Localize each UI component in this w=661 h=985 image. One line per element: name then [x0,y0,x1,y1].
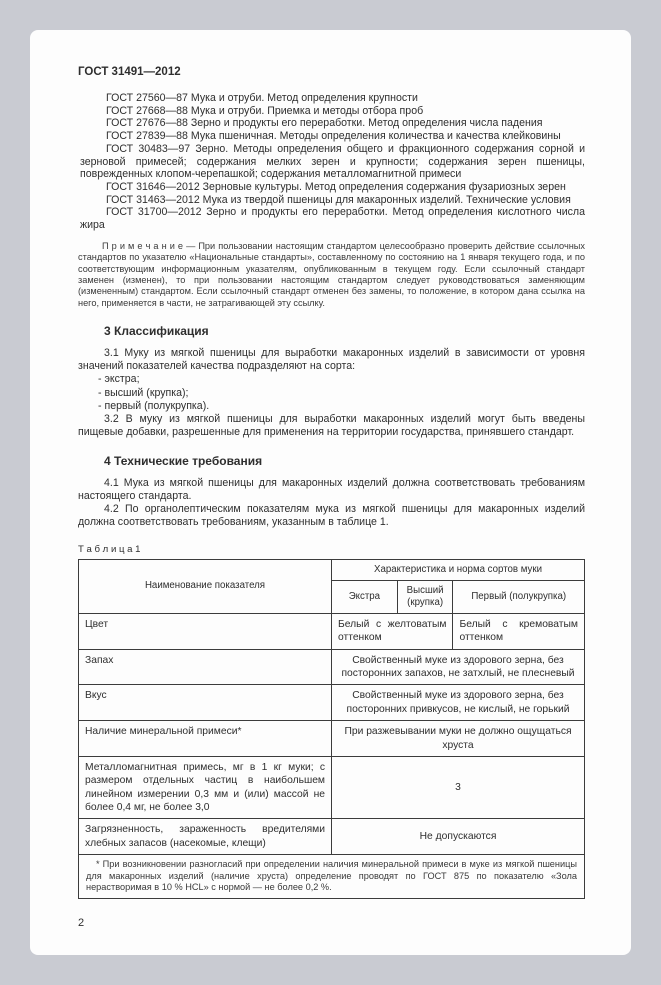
row-mineral-value: При разжевывании муки не должно ощущаться хруста [332,721,585,757]
reference-item: ГОСТ 31463—2012 Мука из твердой пшеницы для макаронных изделий. Технические условия [106,193,571,206]
table-row [79,721,585,757]
reference-item: ГОСТ 31700—2012 Зерно и продукты его переработки. Метод определения кислотного числа жира [80,206,585,232]
references-list [80,92,585,232]
row-contamination-value: Не допускаются [332,819,585,855]
page-number: 2 [78,916,85,929]
column-group-header: Характеристика и норма сортов муки [332,559,585,580]
table-header-row [79,559,585,580]
row-color-extra-higher: Белый с желтоватым оттенком [332,613,453,649]
table-row [79,819,585,855]
reference-item: ГОСТ 27676—88 Зерно и продукты его переработки. Метод определения числа падения [106,117,543,130]
column-header-higher: Высший (крупка) [397,580,453,613]
paragraph-4-2: 4.2 По органолептическим показателям мука из мягкой пшеницы для макаронных изделий должна соответствовать требованиям, указанным в таблице 1. [78,503,585,529]
row-color-first: Белый с кремоватым оттенком [453,613,585,649]
table-row [79,649,585,685]
table-1 [78,559,585,899]
table-caption: Т а б л и ц а 1 [78,543,141,555]
row-name-taste: Вкус [79,685,332,721]
paragraph-3-1: 3.1 Муку из мягкой пшеницы для выработки макаронных изделий в зависимости от уровня значений показателей качества подразделяют на сорта: [78,347,585,373]
paragraph-4-1: 4.1 Мука из мягкой пшеницы для макаронных изделий должна соответствовать требованиям настоящего стандарта. [78,477,585,503]
doc-header: ГОСТ 31491—2012 [78,66,181,78]
reference-item: ГОСТ 27668—88 Мука и отруби. Приемка и методы отбора проб [106,104,424,117]
list-item-extra: - экстра; [98,373,140,386]
row-name-contamination: Загрязненность, зараженность вредителями хлебных запасов (насекомые, клещи) [79,819,332,855]
row-name-color: Цвет [79,613,332,649]
row-name-mineral: Наличие минеральной примеси* [79,721,332,757]
row-name-metal: Металломагнитная примесь, мг в 1 кг муки; с размером отдельных частиц в наибольшем линейном измерении 0,3 мм и (или) массой не более 0,4 мг, не более 3,0 [79,756,332,819]
table-row [79,613,585,649]
column-header-name: Наименование показателя [79,559,332,613]
row-smell-value: Свойственный муке из здорового зерна, без посторонних запахов, не затхлый, не плесневый [332,649,585,685]
column-header-first: Первый (полукрупка) [453,580,585,613]
paragraph-3-2: 3.2 В муку из мягкой пшеницы для выработки макаронных изделий могут быть введены пищевые добавки, разрешенные для применения на территории государства, принявшего стандарт. [78,412,585,438]
table-footnote-row [79,855,585,899]
reference-item: ГОСТ 27839—88 Мука пшеничная. Методы определения количества и качества клейковины [106,130,561,143]
reference-item: ГОСТ 27560—87 Мука и отруби. Метод определения крупности [106,92,418,104]
list-item-first: - первый (полукрупка). [98,399,210,412]
row-metal-value: 3 [332,756,585,819]
section-3-heading: 3 Классификация [104,324,209,339]
column-header-extra: Экстра [332,580,398,613]
document-page [30,30,631,955]
row-name-smell: Запах [79,649,332,685]
table-footnote: * При возникновении разногласий при определении наличия минеральной примеси в муке из мягкой пшеницы для макаронных изделий (наличие хруста) определение проводят по ГОСТ 875 по показателю «Зола нерастворимая в 10 % HCL» с нормой — не более 0,2 %. [79,855,585,899]
row-taste-value: Свойственный муке из здорового зерна, без посторонних привкусов, не кислый, не горький [332,685,585,721]
reference-item: ГОСТ 30483—97 Зерно. Методы определения общего и фракционного содержания сорной и зерновой примесей; содержания мелких зерен и крупности; содержания зерен пшеницы, поврежденных клопом-черепашкой; содержания металломагнитной примеси [80,142,585,181]
list-item-higher: - высший (крупка); [98,386,189,399]
table-row [79,685,585,721]
table-row [79,756,585,819]
reference-item: ГОСТ 31646—2012 Зерновые культуры. Метод определения содержания фузариозных зерен [106,180,566,193]
section-4-heading: 4 Технические требования [104,454,263,469]
note-paragraph: П р и м е ч а н и е — При пользовании настоящим стандартом целесообразно проверить действие ссылочных стандартов по указателю «Национальные стандарты», составленному по состоянию на 1 января текущего года, и по соответствующим информационным указателям, опубликованным в текущем году. Если ссылочный стандарт заменен (изменен), то при пользовании настоящим стандартом следует руководствоваться заменяющим (измененным) стандартом. Если ссылочный стандарт отменен без замены, то положение, в котором дана ссылка на него, применяется в части, не затрагивающей эту ссылку. [78,240,585,308]
